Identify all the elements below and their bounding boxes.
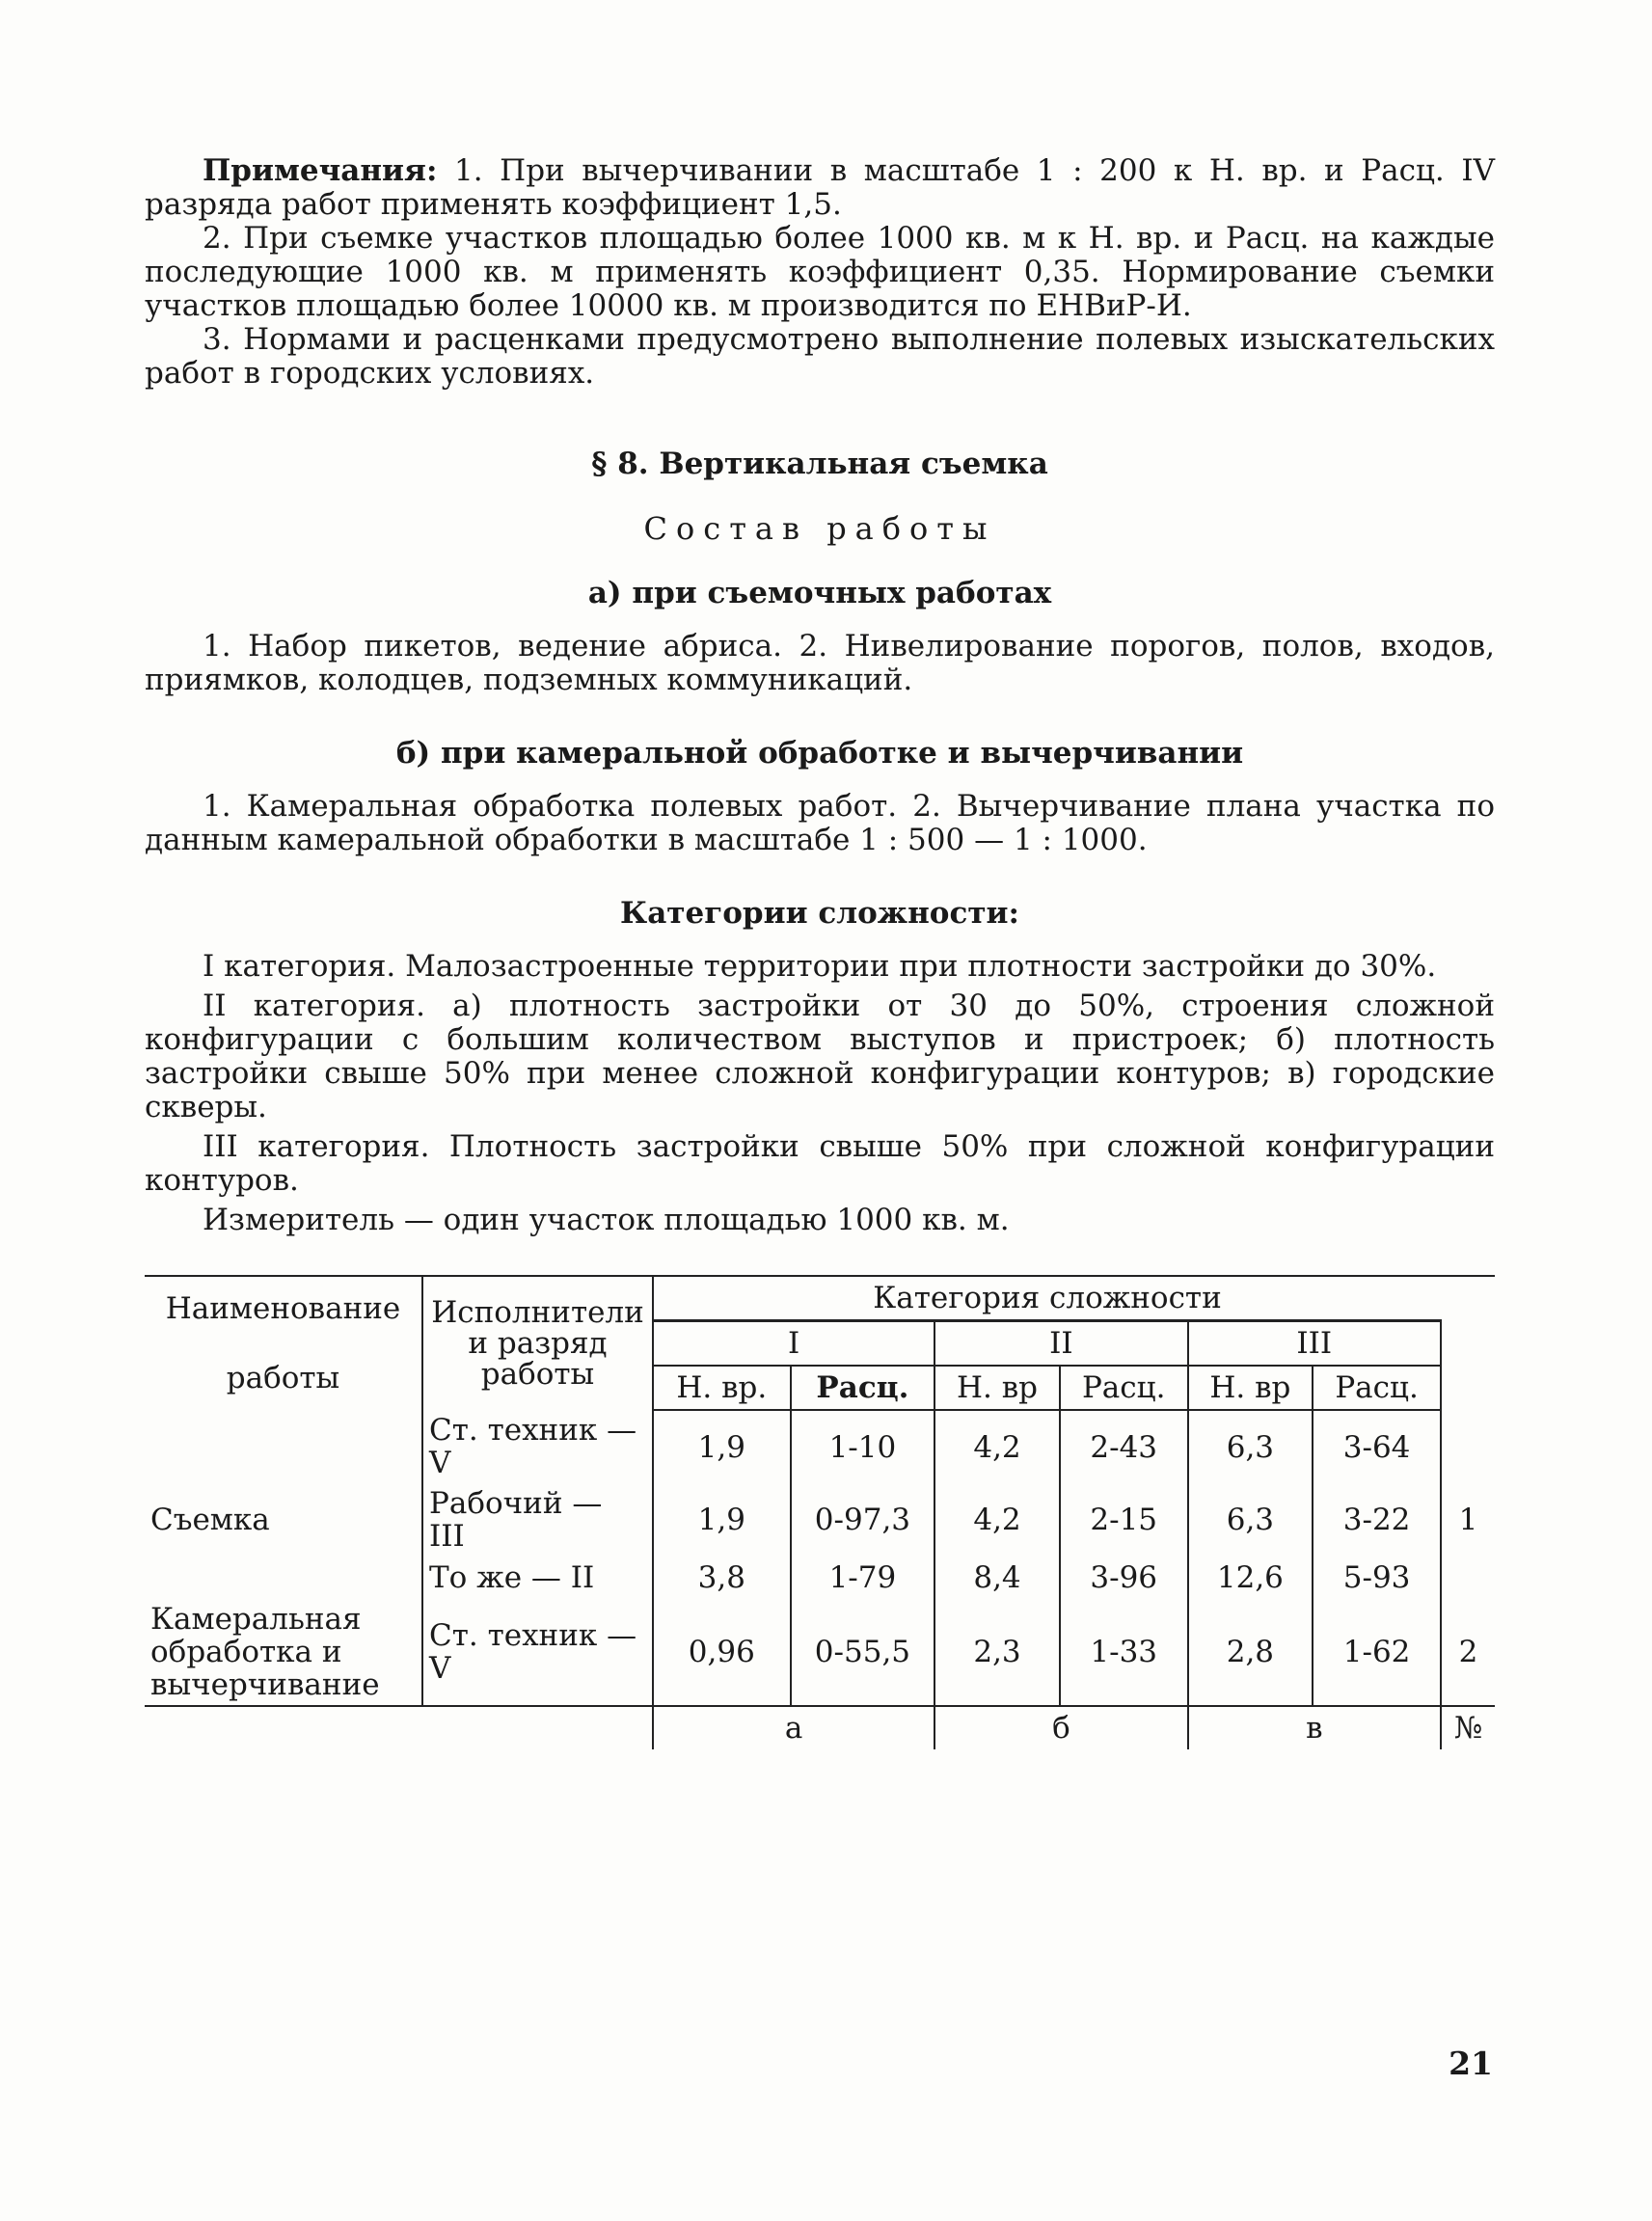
cell: 6,3 [1188,1410,1313,1483]
row-number: 1 [1458,1503,1478,1537]
category-I-header: I [653,1321,934,1367]
row-name [145,1410,422,1483]
category-2: II категория. а) плотность застройки от 30 до 50%, строения сложной конфигурации с большим количеством выступов и пристроек; б) плотность застройки свыше 50% при менее сложной конфигурации контуров; в) городские скверы. [145,989,1495,1124]
note-3: 3. Нормами и расценками предусмотрено выполнение полевых изыскательских работ в городских условиях. [145,322,1495,391]
part-a-title: а) при съемочных работах [587,576,1052,610]
cell: 2,8 [1188,1599,1313,1706]
footer-col-number: № [1441,1706,1495,1749]
cell: 3,8 [653,1557,791,1599]
table-row [145,1410,1495,1483]
category-3: III категория. Плотность застройки свыше 50% при сложной конфигурации контуров. [145,1129,1495,1198]
footer-col-b: б [934,1706,1187,1749]
col-header-category: Категория сложности [653,1276,1441,1321]
col-header-number-blank [1441,1276,1495,1410]
cell: 2,3 [934,1599,1060,1706]
footer-blank [145,1706,422,1749]
part-b-text: 1. Камеральная обработка полевых работ. 2. Вычерчивание плана участка по данным камеральной обработки в масштабе 1 : 500 — 1 : 1000. [145,789,1495,857]
category-1: I категория. Малозастроенные территории при плотности застройки до 30%. [203,949,1437,984]
footer-col-a: а [653,1706,934,1749]
categories-title: Категории сложности: [620,896,1019,931]
page-body [145,154,1495,1237]
table-row [145,1483,1495,1557]
col-header-executors: Исполнители и разряд работы [422,1276,653,1410]
row-name: Камеральная обработка и вычерчивание [145,1599,422,1706]
cell: 1-10 [791,1410,935,1483]
cell: 1,9 [653,1483,791,1557]
cell: 4,2 [934,1483,1060,1557]
col-nvr-III: Н. вр [1188,1366,1313,1410]
row-number [1441,1410,1495,1483]
footer-blank [422,1706,653,1749]
row-name: Съемка [145,1483,422,1557]
section-title: § 8. Вертикальная съемка [591,447,1048,481]
page-number: 21 [1449,2045,1493,2082]
row-number: 2 [1458,1635,1478,1669]
col-rasc-I: Расц. [791,1366,935,1410]
row-executor: Ст. техник — V [422,1410,653,1483]
cell: 2-15 [1060,1483,1188,1557]
cell: 6,3 [1188,1483,1313,1557]
category-II-header: II [934,1321,1187,1367]
row-executor: Ст. техник — V [422,1599,653,1706]
part-b-title: б) при камеральной обработке и вычерчивании [395,736,1244,771]
table-row [145,1557,1495,1599]
row-executor: То же — II [422,1557,653,1599]
note-1 [145,154,1495,222]
notes-label: Примечания: [203,153,438,188]
col-header-name [145,1276,422,1410]
row-executor: Рабочий — III [422,1483,653,1557]
note-1-text: 1. При вычерчивании в масштабе 1 : 200 к Н. вр. и Расц. IV разряда работ применять коэффициент 1,5. [145,153,1496,222]
cell: 8,4 [934,1557,1060,1599]
cell: 3-22 [1313,1483,1441,1557]
cell: 0-55,5 [791,1599,935,1706]
cell: 1,9 [653,1410,791,1483]
cell: 2-43 [1060,1410,1188,1483]
cell: 3-96 [1060,1557,1188,1599]
col-rasc-III: Расц. [1313,1366,1441,1410]
cell: 1-62 [1313,1599,1441,1706]
col-nvr-II: Н. вр [934,1366,1060,1410]
cell: 3-64 [1313,1410,1441,1483]
table-row [145,1599,1495,1706]
work-composition-title: Состав работы [643,510,996,547]
cell: 12,6 [1188,1557,1313,1599]
norms-table [145,1275,1495,1749]
cell: 0,96 [653,1599,791,1706]
cell: 0-97,3 [791,1483,935,1557]
col-header-name-2: работы [226,1361,340,1395]
row-number [1441,1557,1495,1599]
category-III-header: III [1188,1321,1441,1367]
row-name [145,1557,422,1599]
cell: 5-93 [1313,1557,1441,1599]
part-a-text: 1. Набор пикетов, ведение абриса. 2. Нивелирование порогов, полов, входов, приямков, колодцев, подземных коммуникаций. [145,629,1495,697]
cell: 1-33 [1060,1599,1188,1706]
table-footer-row [145,1706,1495,1749]
col-header-name-1: Наименование [165,1291,401,1326]
note-2: 2. При съемке участков площадью более 1000 кв. м к Н. вр. и Расц. на каждые последующие 1000 кв. м применять коэффициент 0,35. Нормирование съемки участков площадью более 10000 кв. м производится по ЕНВиР-И. [145,221,1495,323]
footer-col-v: в [1188,1706,1441,1749]
unit-of-measure: Измеритель — один участок площадью 1000 кв. м. [203,1203,1010,1237]
col-rasc-II: Расц. [1060,1366,1188,1410]
cell: 1-79 [791,1557,935,1599]
col-nvr-I: Н. вр. [653,1366,791,1410]
cell: 4,2 [934,1410,1060,1483]
